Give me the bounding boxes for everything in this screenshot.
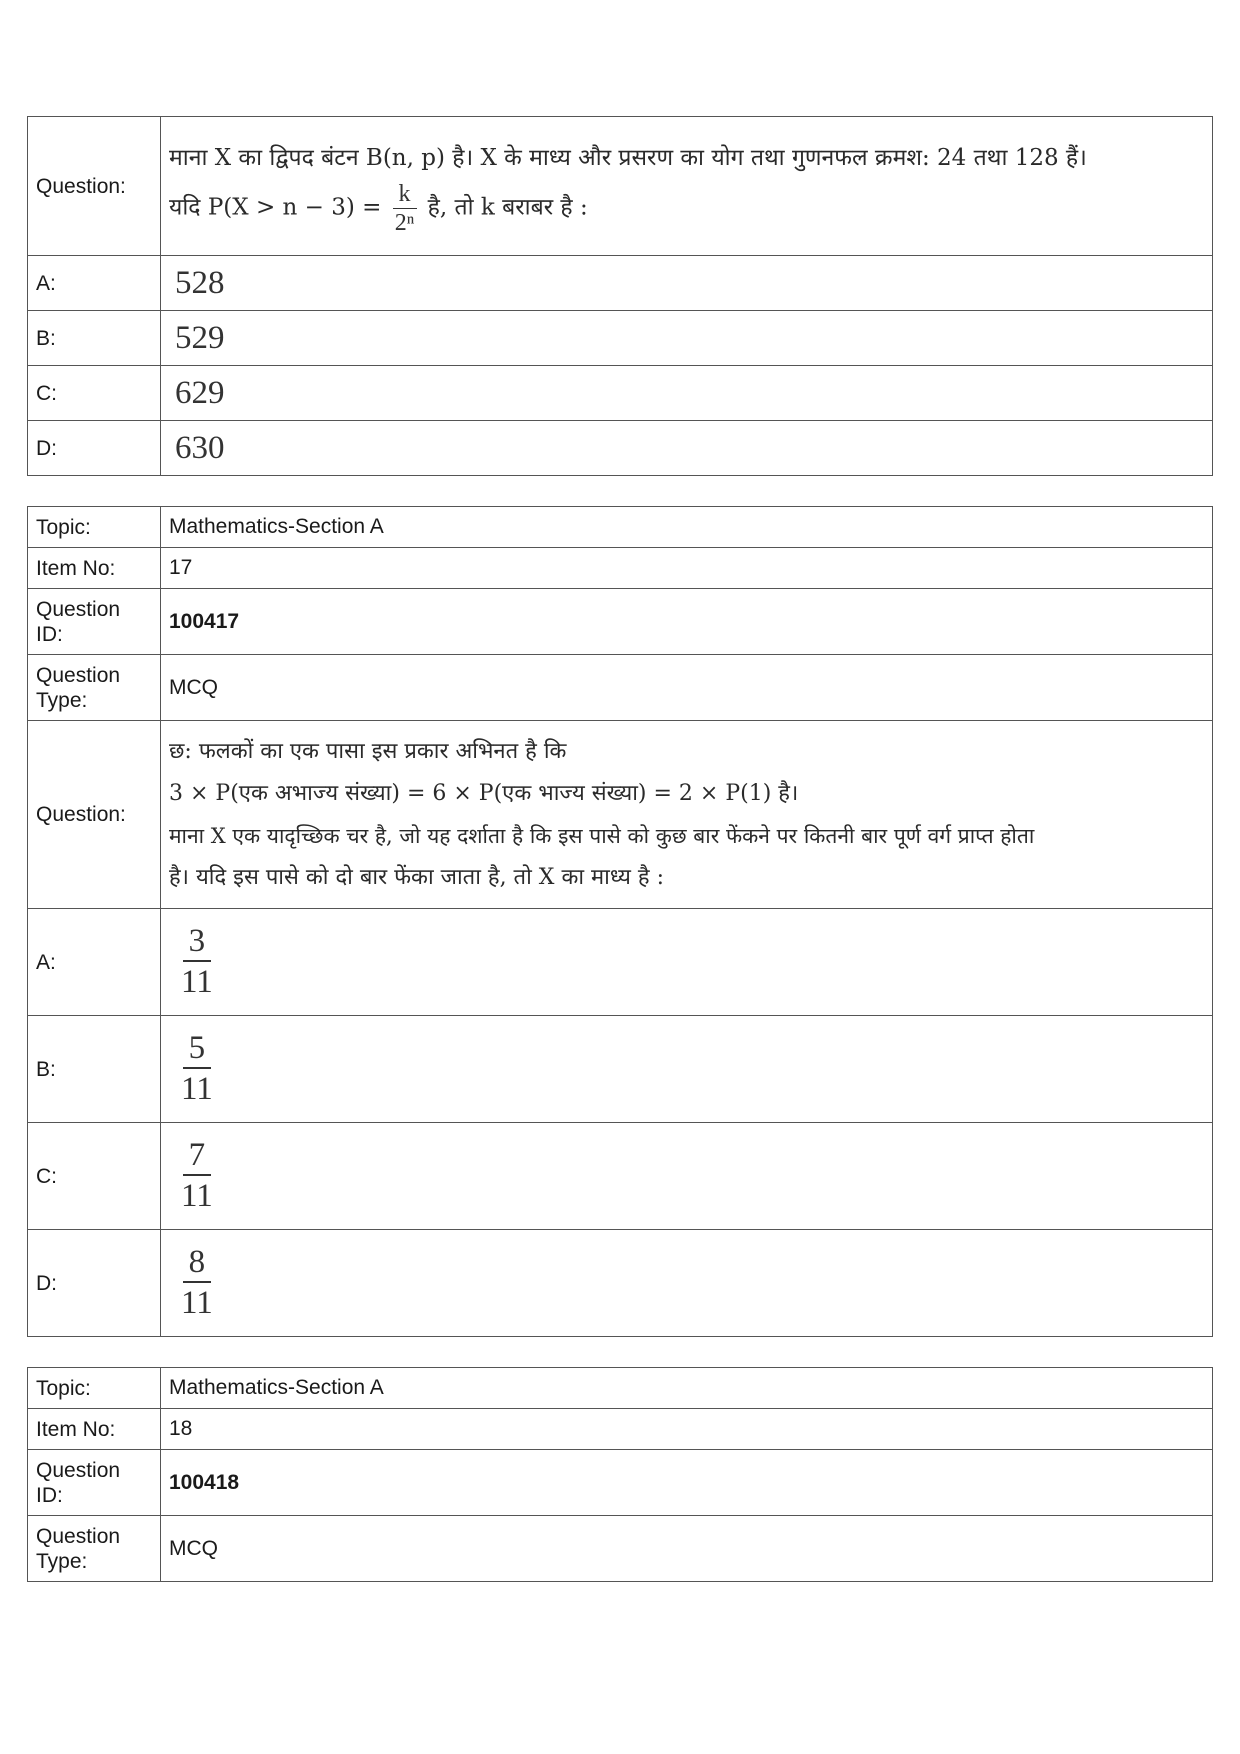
topic-label: Topic: — [28, 507, 161, 548]
question-line-2: 3 × P(एक अभाज्य संख्या) = 6 × P(एक भाज्य संख्या) = 2 × P(1) है। — [169, 780, 799, 806]
topic-label: Topic: — [28, 1368, 161, 1409]
question-line-3: माना X एक यादृच्छिक चर है, जो यह दर्शाता है कि इस पासे को कुछ बार फेंकने पर कितनी बार पूर्ण वर्ग प्राप्त होता — [169, 823, 1035, 848]
question-type-value: MCQ — [161, 655, 1213, 721]
item-no-label: Item No: — [28, 1409, 161, 1450]
option-row-d[interactable] — [28, 1230, 1213, 1337]
option-row-c[interactable] — [28, 366, 1213, 421]
option-value-b[interactable] — [161, 1016, 1213, 1123]
question-id-value: 100417 — [161, 589, 1213, 655]
topic-row — [28, 1368, 1213, 1409]
question-line-2-post: है, तो k बराबर है : — [427, 194, 588, 220]
question-id-label: Question ID: — [28, 1450, 161, 1516]
question-table-2 — [27, 506, 1213, 1337]
fraction-numerator: 8 — [183, 1243, 212, 1283]
option-row-d[interactable] — [28, 421, 1213, 476]
question-label: Question: — [28, 721, 161, 909]
option-label-d: D: — [28, 1230, 161, 1337]
question-line-4: है। यदि इस पासे को दो बार फेंका जाता है, तो X का माध्य है : — [169, 864, 664, 890]
option-value-d[interactable]: 630 — [161, 421, 1213, 476]
topic-value: Mathematics-Section A — [161, 1368, 1213, 1409]
fraction-denominator: 11 — [181, 1071, 213, 1107]
option-label-c: C: — [28, 366, 161, 421]
question-type-label: Question Type: — [28, 1516, 161, 1582]
item-no-value: 17 — [161, 548, 1213, 589]
question-type-row — [28, 1516, 1213, 1582]
question-fraction — [389, 180, 421, 237]
topic-value: Mathematics-Section A — [161, 507, 1213, 548]
option-value-c[interactable]: 629 — [161, 366, 1213, 421]
fraction-numerator: k — [393, 180, 417, 209]
topic-row — [28, 507, 1213, 548]
fraction-denominator: 11 — [181, 964, 213, 1000]
question-line-1: छ: फलकों का एक पासा इस प्रकार अभिनत है कि — [169, 738, 567, 764]
question-type-row — [28, 655, 1213, 721]
option-label-b: B: — [28, 311, 161, 366]
question-id-row — [28, 589, 1213, 655]
question-label: Question: — [28, 117, 161, 256]
option-fraction-c — [175, 1136, 219, 1216]
fraction-denominator: 11 — [181, 1178, 213, 1214]
option-fraction-b — [175, 1029, 219, 1109]
option-label-b: B: — [28, 1016, 161, 1123]
question-line-2-pre: यदि P(X > n − 3) = — [169, 194, 382, 220]
question-type-label: Question Type: — [28, 655, 161, 721]
option-value-c[interactable] — [161, 1123, 1213, 1230]
question-line-1: माना X का द्विपद बंटन B(n, p) है। X के माध्य और प्रसरण का योग तथा गुणनफल क्रमश: 24 तथा 128 हैं। — [169, 144, 1087, 171]
option-row-c[interactable] — [28, 1123, 1213, 1230]
option-label-a: A: — [28, 256, 161, 311]
option-value-d[interactable] — [161, 1230, 1213, 1337]
question-table-1 — [27, 116, 1213, 476]
fraction-numerator: 3 — [183, 922, 212, 962]
option-label-c: C: — [28, 1123, 161, 1230]
fraction-denominator: 11 — [181, 1285, 213, 1321]
option-value-b[interactable]: 529 — [161, 311, 1213, 366]
question-row — [28, 117, 1213, 256]
question-id-value: 100418 — [161, 1450, 1213, 1516]
item-no-row — [28, 548, 1213, 589]
question-type-value: MCQ — [161, 1516, 1213, 1582]
item-no-value: 18 — [161, 1409, 1213, 1450]
option-value-a[interactable] — [161, 909, 1213, 1016]
item-no-label: Item No: — [28, 548, 161, 589]
option-label-d: D: — [28, 421, 161, 476]
fraction-denominator: 2ⁿ — [394, 209, 415, 236]
question-line-2 — [169, 180, 1204, 237]
fraction-numerator: 7 — [183, 1136, 212, 1176]
question-text — [161, 721, 1213, 909]
option-value-a[interactable]: 528 — [161, 256, 1213, 311]
question-table-3 — [27, 1367, 1213, 1582]
option-row-b[interactable] — [28, 311, 1213, 366]
option-label-a: A: — [28, 909, 161, 1016]
question-id-row — [28, 1450, 1213, 1516]
item-no-row — [28, 1409, 1213, 1450]
fraction-numerator: 5 — [183, 1029, 212, 1069]
option-row-a[interactable] — [28, 256, 1213, 311]
option-row-a[interactable] — [28, 909, 1213, 1016]
question-row — [28, 721, 1213, 909]
option-fraction-a — [175, 922, 219, 1002]
question-id-label: Question ID: — [28, 589, 161, 655]
question-text — [161, 117, 1213, 256]
option-fraction-d — [175, 1243, 219, 1323]
option-row-b[interactable] — [28, 1016, 1213, 1123]
